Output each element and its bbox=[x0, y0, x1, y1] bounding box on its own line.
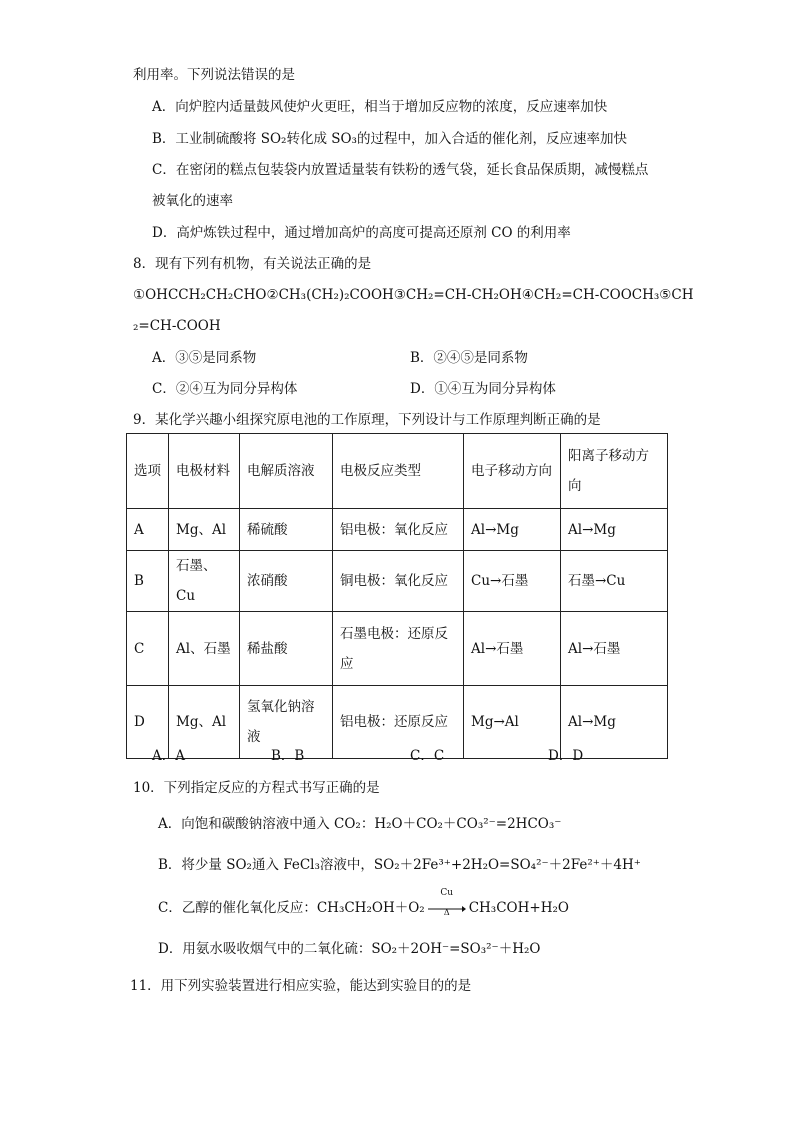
q10-option-a-prefix: A．向饱和碳酸钠溶液中通入 CO₂： bbox=[158, 816, 375, 832]
header-cell: 阳离子移动方向 bbox=[561, 434, 668, 509]
table-header-row bbox=[127, 434, 668, 509]
q10-option-c-equation-right: CH₃COH+H₂O bbox=[468, 900, 569, 916]
table-cell: D bbox=[127, 686, 169, 759]
table-row bbox=[127, 686, 668, 759]
q7-option-d: D．高炉炼铁过程中，通过增加高炉的高度可提高还原剂 CO 的利用率 bbox=[152, 225, 571, 241]
table-cell: 石墨→Cu bbox=[561, 551, 668, 612]
table-cell: 浓硝酸 bbox=[240, 551, 333, 612]
q9-option-b: B．B bbox=[271, 748, 305, 764]
table-cell: 稀盐酸 bbox=[240, 612, 333, 686]
table-cell: 铜电极：氧化反应 bbox=[333, 551, 464, 612]
catalyst-label: Cu bbox=[440, 888, 454, 898]
table-row bbox=[127, 509, 668, 551]
table-cell: Al→石墨 bbox=[464, 612, 561, 686]
q8-option-c: C．②④互为同分异构体 bbox=[152, 381, 298, 397]
q7-option-a: A．向炉腔内适量鼓风使炉火更旺，相当于增加反应物的浓度，反应速率加快 bbox=[152, 99, 608, 115]
table-row bbox=[127, 551, 668, 612]
table-cell: Mg、Al bbox=[169, 686, 240, 759]
q9-table bbox=[126, 433, 668, 759]
q10-option-c bbox=[158, 888, 569, 918]
q9-option-c: C．C bbox=[410, 748, 445, 764]
table-cell: Al、石墨 bbox=[169, 612, 240, 686]
q10-option-d bbox=[158, 939, 540, 959]
table-cell: 稀硫酸 bbox=[240, 509, 333, 551]
q8-option-d: D．①④互为同分异构体 bbox=[410, 381, 556, 397]
q10-option-a bbox=[158, 814, 561, 834]
table-cell: Mg、Al bbox=[169, 509, 240, 551]
table-cell: 石墨、Cu bbox=[169, 551, 240, 612]
q7-option-c: C．在密闭的糕点包装袋内放置适量装有铁粉的透气袋，延长食品保质期，减慢糕点 bbox=[152, 162, 649, 178]
table-row bbox=[127, 612, 668, 686]
q10-option-d-equation: SO₂＋2OH⁻=SO₃²⁻＋H₂O bbox=[371, 941, 541, 957]
table-cell: B bbox=[127, 551, 169, 612]
header-cell: 电极反应类型 bbox=[333, 434, 464, 509]
table-cell: Al→Mg bbox=[464, 509, 561, 551]
table-cell: Al→Mg bbox=[561, 686, 668, 759]
table-cell: 氢氧化钠溶液 bbox=[240, 686, 333, 759]
header-cell: 电极材料 bbox=[169, 434, 240, 509]
q10-option-c-prefix: C．乙醇的催化氧化反应： bbox=[158, 900, 317, 916]
q11-stem: 11．用下列实验装置进行相应实验，能达到实验目的的是 bbox=[130, 978, 472, 994]
table-cell: 石墨电极：还原反应 bbox=[333, 612, 464, 686]
intro-tail: 利用率。下列说法错误的是 bbox=[133, 67, 295, 83]
header-cell: 选项 bbox=[127, 434, 169, 509]
q9-option-a: A．A bbox=[152, 748, 185, 764]
header-cell: 电解质溶液 bbox=[240, 434, 333, 509]
q8-compounds-line2: ₂=CH-COOH bbox=[133, 318, 221, 334]
table-cell: Cu→石墨 bbox=[464, 551, 561, 612]
q10-option-b-prefix: B．将少量 SO₂通入 FeCl₃溶液中， bbox=[158, 857, 374, 873]
table-cell: Al→石墨 bbox=[561, 612, 668, 686]
q7-option-b: B．工业制硫酸将 SO₂转化成 SO₃的过程中，加入合适的催化剂，反应速率加快 bbox=[152, 131, 627, 147]
q10-option-a-equation: H₂O＋CO₂＋CO₃²⁻=2HCO₃⁻ bbox=[374, 816, 562, 832]
reaction-arrow bbox=[428, 888, 466, 918]
q10-stem: 10．下列指定反应的方程式书写正确的是 bbox=[133, 780, 380, 796]
q8-compounds-line1: ①OHCCH₂CH₂CHO②CH₃(CH₂)₂COOH③CH₂=CH-CH₂OH④CH₂=CH-COOCH₃⑤CH bbox=[133, 287, 694, 303]
q10-option-d-prefix: D．用氨水吸收烟气中的二氧化硫： bbox=[158, 941, 372, 957]
q7-option-c-continued: 被氧化的速率 bbox=[152, 193, 233, 209]
heat-label: Δ bbox=[443, 908, 450, 917]
table-cell: Mg→Al bbox=[464, 686, 561, 759]
table-cell: C bbox=[127, 612, 169, 686]
q8-stem: 8．现有下列有机物，有关说法正确的是 bbox=[133, 256, 372, 272]
q8-option-b: B．②④⑤是同系物 bbox=[410, 350, 528, 366]
table-cell: Al→Mg bbox=[561, 509, 668, 551]
table-cell: 铝电极：还原反应 bbox=[333, 686, 464, 759]
q9-stem: 9．某化学兴趣小组探究原电池的工作原理，下列设计与工作原理判断正确的是 bbox=[133, 412, 601, 428]
q9-option-d: D．D bbox=[548, 748, 584, 764]
q8-option-a: A．③⑤是同系物 bbox=[152, 350, 257, 366]
header-cell: 电子移动方向 bbox=[464, 434, 561, 509]
q10-option-c-equation-left: CH₃CH₂OH＋O₂ bbox=[316, 900, 425, 916]
q10-option-b-equation: SO₂＋2Fe³⁺+2H₂O=SO₄²⁻＋2Fe²⁺＋4H⁺ bbox=[373, 857, 641, 873]
table-cell: 铝电极：氧化反应 bbox=[333, 509, 464, 551]
table-cell: A bbox=[127, 509, 169, 551]
q10-option-b bbox=[158, 855, 641, 875]
